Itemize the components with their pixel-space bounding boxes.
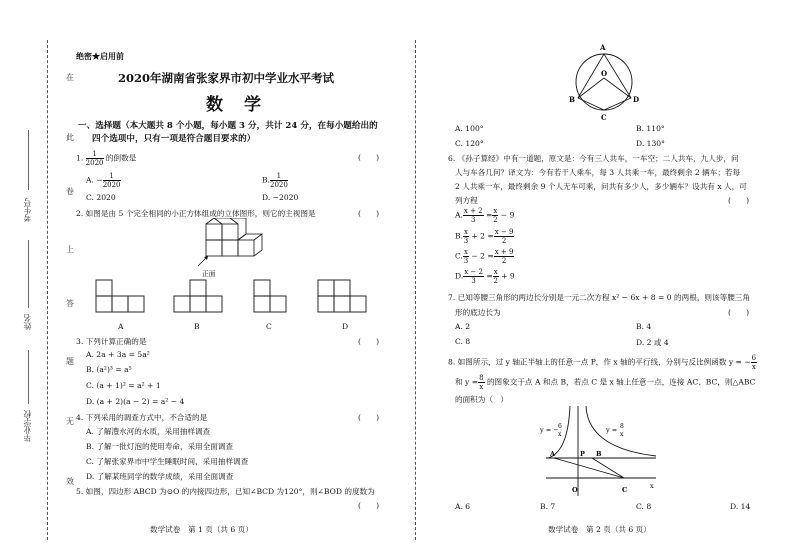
option-d: D. $\frac{x - 2}{3}$ = $\frac{x}{2}$ + 9: [455, 268, 515, 285]
section-heading-cont: 四个选项中，只有一项是符合题目要求的）: [92, 134, 256, 144]
option-a: A. 100°: [455, 124, 484, 133]
option-b: B. (a²)³ = a⁵: [86, 365, 132, 374]
option-a: A. 6: [455, 502, 471, 511]
point-label: B: [569, 95, 575, 104]
option-b: B. $\frac{x}{3}$ + 2 = $\frac{x - 9}{2}$: [455, 228, 514, 245]
field-line: [28, 130, 29, 190]
svg-text:6: 6: [558, 423, 562, 430]
option-d: D. 2 或 4: [636, 338, 669, 347]
option-c: C. 120°: [455, 139, 484, 148]
question-4: 4. 下列采用的调查方式中，不合适的是: [76, 413, 208, 422]
binding-char: 效: [66, 477, 74, 486]
option-a: A. 2: [455, 322, 471, 331]
field-exam-number: 考生号: [23, 198, 32, 222]
binding-line: [47, 40, 48, 540]
binding-char: 上: [66, 245, 74, 254]
option-c: C. 8: [636, 502, 652, 511]
option-a: A. 了解澧水河的水质，采用抽样调查: [86, 427, 211, 436]
binding-char: 此: [66, 133, 74, 142]
secret-label: 绝密★启用前: [76, 51, 124, 61]
question-1: 1. $\frac{1}{2020}$ 的倒数是: [76, 150, 137, 167]
option-c: C. 8: [455, 337, 471, 346]
question-7: 7. 已知等腰三角形的两边长分别是一元二次方程 x² − 6x + 8 = 0 的两根，则该等腰三角: [448, 293, 750, 302]
question-3: 3. 下列计算正确的是: [76, 337, 147, 346]
option-c: C. 了解张家界市中学生睡眠时间，采用抽样调查: [86, 457, 249, 466]
point-label: C: [601, 113, 607, 122]
option-a: A. $\frac{x + 2}{3}$ = $\frac{x}{2}$ − 9: [455, 207, 515, 224]
option-d: D. (a + 2)(a − 2) = a² − 4: [86, 397, 185, 406]
field-line: [28, 350, 29, 404]
option-b: B. $\frac{1}{2020}$: [262, 172, 288, 189]
binding-char: 无: [66, 417, 74, 426]
page-footer: 数学试卷 第 1 页（共 6 页）: [150, 525, 253, 534]
answer-paren: ( ): [358, 413, 380, 422]
answer-paren: ( ): [728, 308, 750, 317]
view-label-c: C: [266, 322, 272, 331]
option-a: A. 2a + 3a = 5a²: [86, 350, 150, 359]
option-d: D. 了解某班同学的数学成绩，采用全面调查: [86, 472, 234, 481]
view-label-a: A: [118, 322, 124, 331]
question-8-cont: 和 y = $\frac{8}{x}$ 的图象交于点 A 和点 B，若点 C 是 x 轴上任意一点，连接 AC、BC，则△ABC: [455, 374, 756, 391]
svg-text:8: 8: [620, 423, 624, 430]
option-b: B. 4: [636, 322, 652, 331]
svg-text:O: O: [572, 486, 578, 494]
field-line: [28, 240, 29, 308]
hyperbola-graph: [540, 402, 660, 498]
svg-text:y =: y =: [606, 426, 618, 434]
binding-char: 卷: [66, 187, 74, 196]
question-2: 2. 如图是由 5 个完全相同的小正方体组成的立体图形，则它的主视图是: [76, 209, 316, 218]
field-name: 姓名: [23, 314, 32, 330]
binding-char: 在: [66, 73, 74, 82]
circle-figure: [568, 40, 644, 122]
fraction: $\frac{1}{2020}$: [85, 150, 104, 167]
option-c: C. $\frac{x}{3}$ − 2 = $\frac{x + 9}{2}$: [455, 248, 514, 265]
question-6-cont: 2 人共乘一车，最终剩余 9 个人无车可乘，问共有多少人，多少辆车？设共有 x 人，可: [455, 182, 747, 191]
subject-title: 数 学: [206, 95, 263, 115]
question-7-cont: 形的底边长为: [455, 308, 501, 317]
answer-paren: ( ): [728, 196, 750, 205]
svg-text:x: x: [558, 431, 562, 438]
question-8: 8. 如图所示，过 y 轴正半轴上的任意一点 P，作 x 轴的平行线，分别与反比例函数 y = − $\frac{6}{x}$: [448, 354, 757, 371]
view-label-b: B: [194, 322, 200, 331]
page-divider: [415, 40, 416, 540]
point-label: O: [601, 69, 608, 78]
answer-paren: ( ): [358, 209, 380, 218]
svg-text:x: x: [620, 431, 624, 438]
option-d: D. −2020: [262, 193, 299, 202]
view-label-d: D: [342, 322, 349, 331]
svg-text:x: x: [650, 482, 654, 490]
point-label: D: [633, 95, 640, 104]
svg-text:C: C: [622, 486, 628, 494]
question-6: 6. 《孙子算经》中有一道题，原文是：今有三人共车，一车空；二人共车，九人步，问: [448, 154, 739, 163]
option-a: A. − $\frac{1}{2020}$: [86, 172, 121, 189]
option-b: B. 7: [540, 502, 556, 511]
field-school: 毕业学校: [23, 410, 32, 442]
page-footer: 数学试卷 第 2 页（共 6 页）: [548, 525, 651, 534]
option-b: B. 110°: [636, 124, 665, 133]
question-8-cont: 的面积为（ ）: [455, 395, 509, 404]
svg-text:B: B: [596, 450, 602, 458]
question-5: 5. 如图，四边形 ABCD 为⊙O 的内接四边形，已知∠BCD 为120°，则∠BOD 的度数为: [76, 487, 375, 496]
question-6-cont: 列方程: [455, 196, 478, 205]
point-label: A: [600, 43, 606, 52]
option-b: B. 了解一批灯泡的使用寿命，采用全面调查: [86, 442, 234, 451]
option-d: D. 14: [730, 502, 751, 511]
svg-text:y = −: y = −: [540, 426, 559, 434]
question-6-cont: 人与车各几何？译文为：今有若干人乘车，每 3 人共乘一车，最终剩余 2 辆车；若每: [455, 168, 741, 177]
front-label: 正面: [202, 270, 216, 278]
option-c: C. (a + 1)² = a² + 1: [86, 381, 161, 390]
q2-option-views: [92, 276, 382, 316]
svg-text:P: P: [580, 450, 585, 458]
svg-text:A: A: [550, 450, 556, 458]
answer-paren: ( ): [358, 337, 380, 346]
option-d: D. 130°: [636, 139, 665, 148]
binding-char: 答: [66, 299, 74, 308]
answer-paren: ( ): [358, 153, 380, 162]
answer-paren: ( ): [358, 501, 380, 510]
option-c: C. 2020: [86, 193, 116, 202]
binding-char: 题: [66, 357, 74, 366]
section-heading: 一、选择题（本大题共 8 个小题，每小题 3 分，共计 24 分，在每小题给出的: [78, 121, 378, 131]
exam-title: 2020年湖南省张家界市初中学业水平考试: [118, 71, 335, 85]
